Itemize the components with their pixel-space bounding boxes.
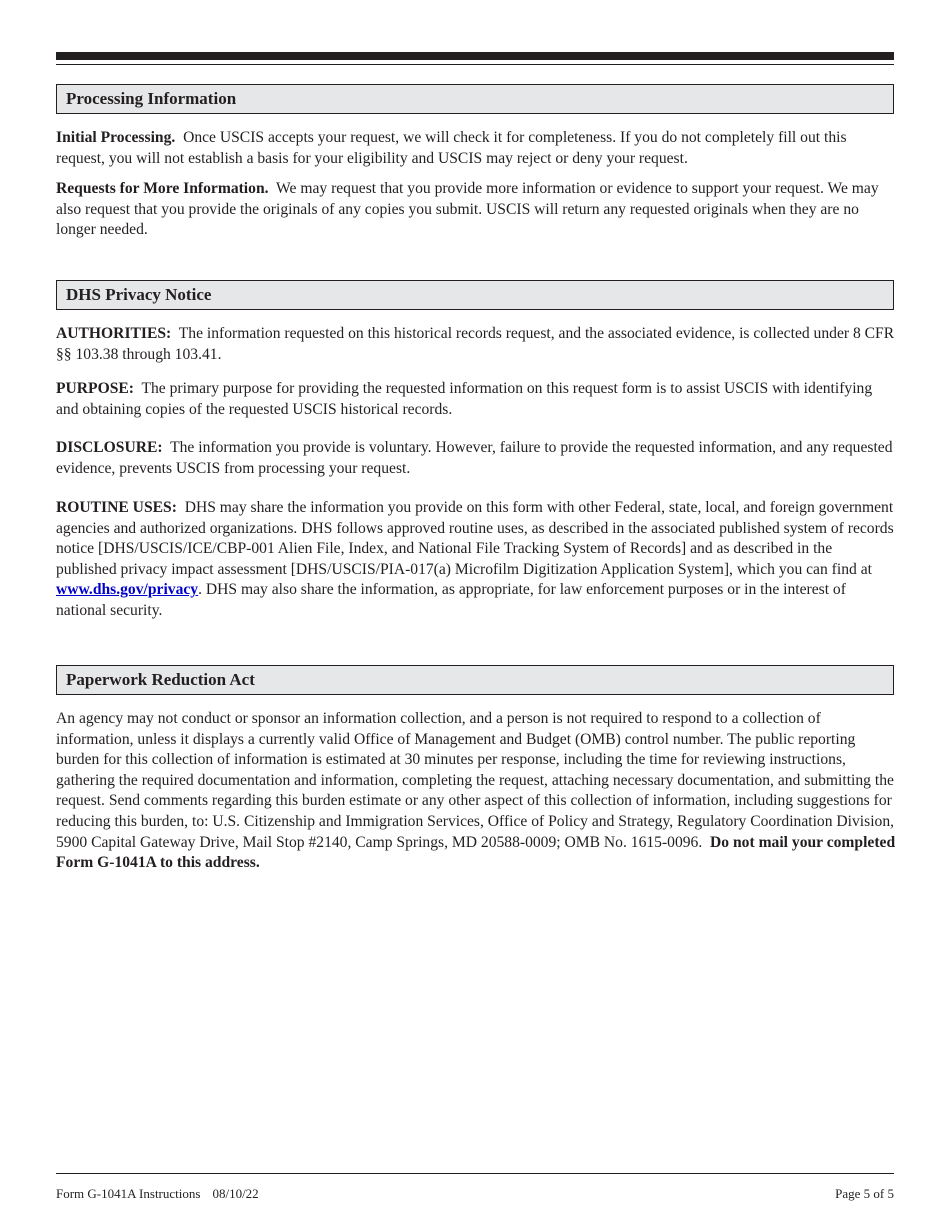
initial-processing-label: Initial Processing. [56,129,176,146]
footer-rule [56,1173,894,1174]
routine-uses-label: ROUTINE USES: [56,499,177,516]
privacy-link[interactable]: www.dhs.gov/privacy [56,581,199,599]
paragraph-paperwork [56,709,896,874]
section-header-processing: Processing Information [56,84,894,114]
paragraph-routine-uses [56,498,896,622]
top-rule-thick [56,52,894,60]
paragraph-authorities [56,324,896,365]
purpose-text: The primary purpose for providing the requested information on this request form is to assist USCIS with identifying and obtaining copies of the requested USCIS historical records. [56,380,873,418]
routine-uses-text: DHS may share the information you provide on this form with other Federal, state, local, and foreign government agencies and authorized organizations. DHS follows approved routine uses, as described in the associated published system of records notice [DHS/USCIS/ICE/CBP-001 Alien File, Index, and National File Tracking System of Records] and as described in the published privacy impact assessment [DHS/USCIS/PIA-017(a) Microfilm Digitization Application System], which you can find at [56,499,894,578]
footer-date: 08/10/22 [212,1186,259,1201]
paragraph-disclosure [56,438,896,479]
paragraph-more-information [56,179,896,241]
initial-processing-text: Once USCIS accepts your request, we will check it for completeness. If you do not completely fill out this request, you will not establish a basis for your eligibility and USCIS may reject or deny your request. [56,129,847,167]
section-header-privacy: DHS Privacy Notice [56,280,894,310]
authorities-label: AUTHORITIES: [56,325,172,342]
disclosure-text: The information you provide is voluntary. However, failure to provide the requested information, and any requested evidence, prevents USCIS from processing your request. [56,439,893,477]
footer-form-name: Form G-1041A Instructions [56,1186,201,1201]
paragraph-initial-processing [56,128,896,169]
paperwork-bold-notice: Do not mail your completed Form G-1041A to this address. [56,833,896,872]
paragraph-purpose [56,379,896,420]
disclosure-label: DISCLOSURE: [56,439,163,456]
section-header-paperwork: Paperwork Reduction Act [56,665,894,695]
routine-uses-text-after-link: . DHS may also share the information, as appropriate, for law enforcement purposes or in the interest of national security. [56,581,846,619]
top-rule-thin [56,64,894,65]
footer-page-number: Page 5 of 5 [835,1186,894,1201]
paperwork-text: An agency may not conduct or sponsor an information collection, and a person is not required to respond to a collection of information, unless it displays a currently valid Office of Management and Budget (OMB) control number. The public reporting burden for this collection of information is estimated at 30 minutes per response, including the time for reviewing instructions, gathering the required documentation and information, completing the request, attaching necessary documentation, and submitting the request. Send comments regarding this burden estimate or any other aspect of this collection of information, including suggestions for reducing this burden, to: U.S. Citizenship and Immigration Services, Office of Policy and Strategy, Regulatory Coordination Division, 5900 Capital Gateway Drive, Mail Stop #2140, Camp Springs, MD 20588-0009; OMB No. 1615-0096. [56,710,895,851]
footer-form-info [56,1186,259,1202]
purpose-label: PURPOSE: [56,380,134,397]
authorities-text: The information requested on this historical records request, and the associated evidence, is collected under 8 CFR §§ 103.38 through 103.41. [56,325,895,363]
more-information-text: We may request that you provide more information or evidence to support your request. We may also request that you provide the originals of any copies you submit. USCIS will return any requested originals when they are no longer needed. [56,180,879,239]
more-information-label: Requests for More Information. [56,180,269,197]
